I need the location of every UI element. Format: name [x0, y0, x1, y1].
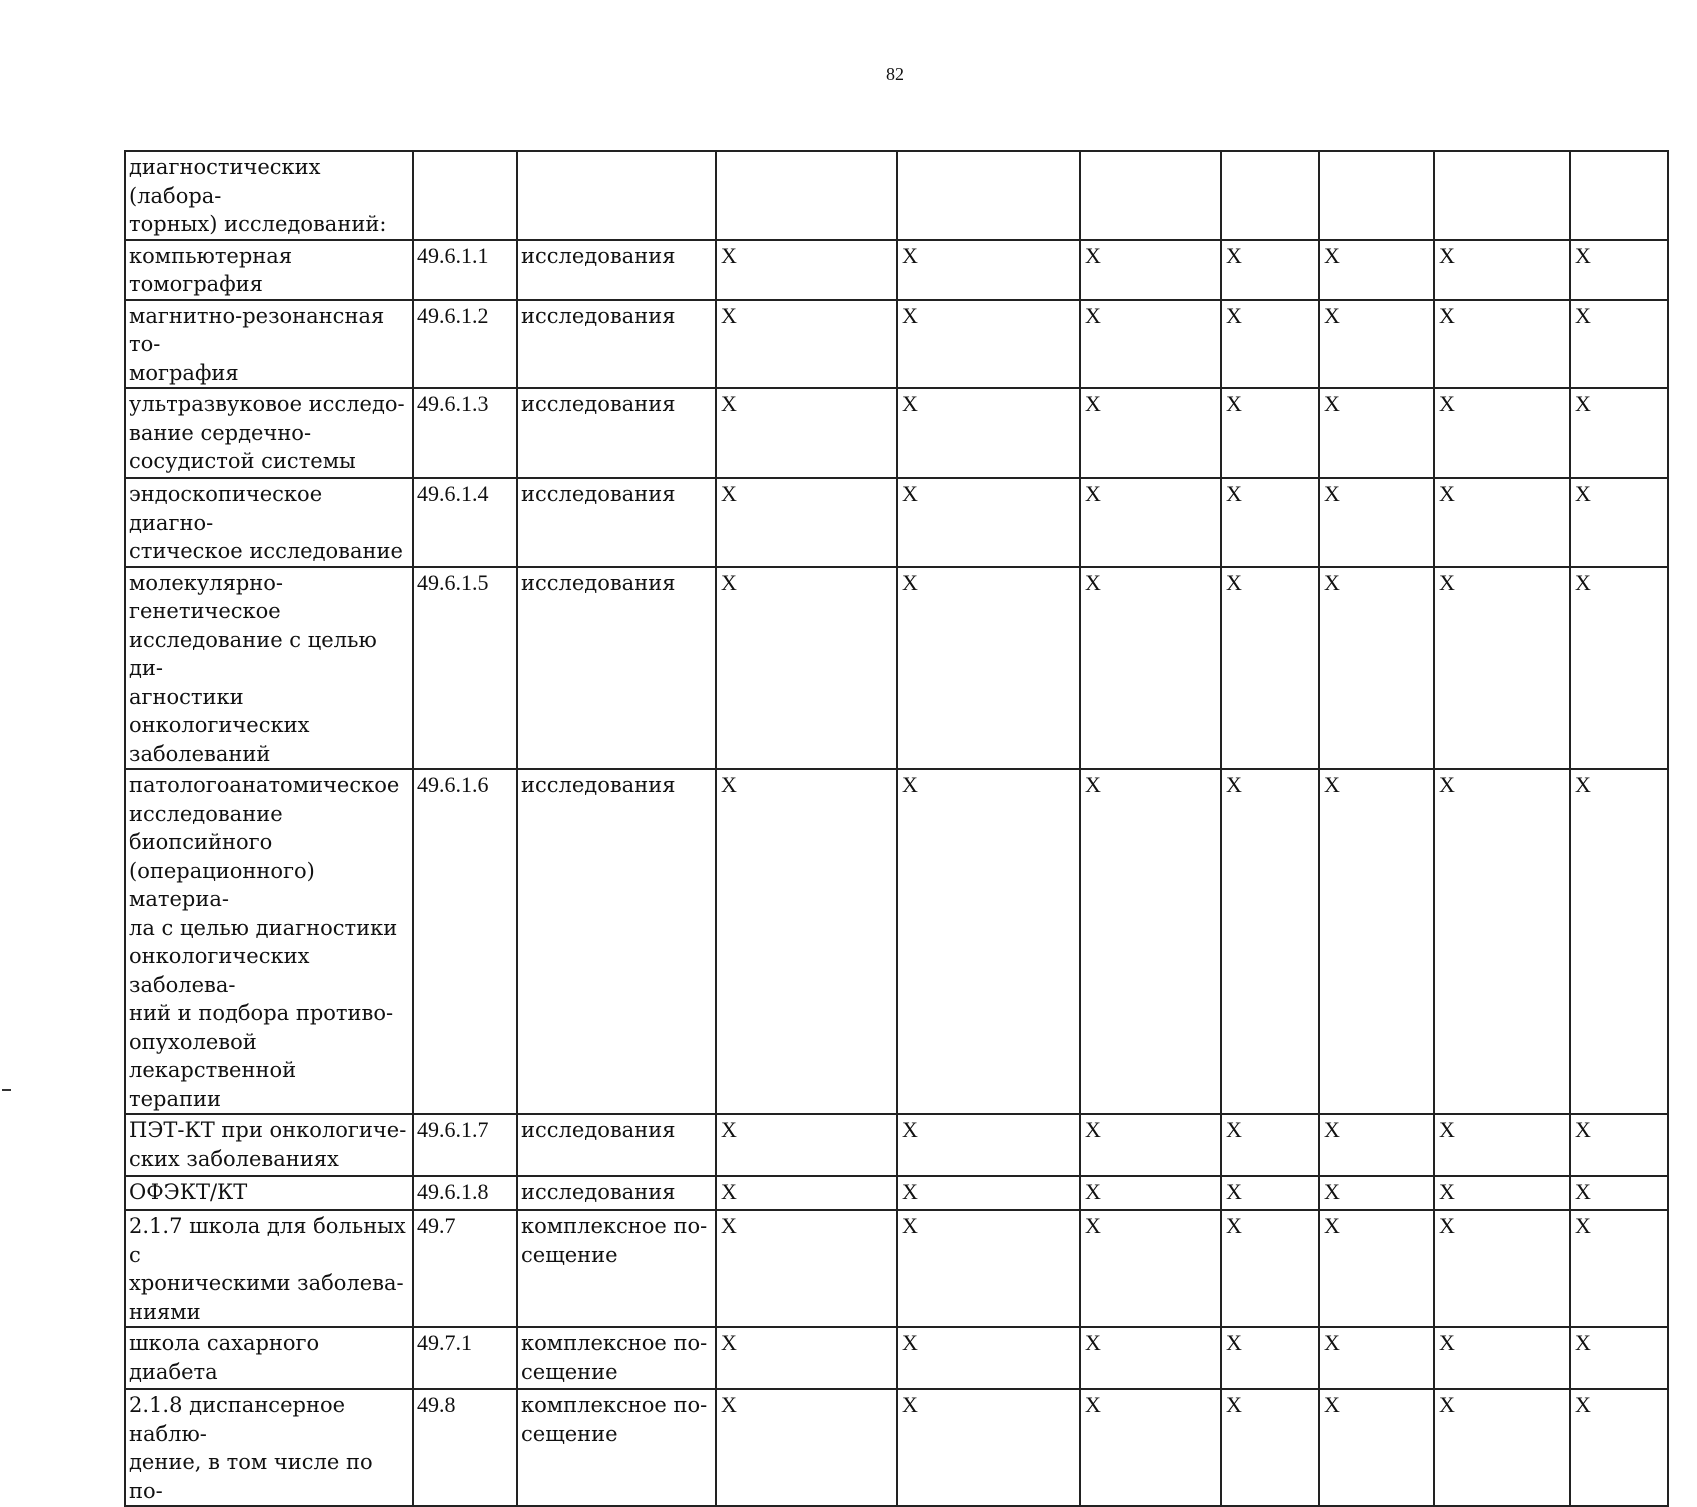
unit-cell-text: комплексное по- сещение — [521, 1214, 708, 1267]
mark-cell-text: X — [721, 772, 737, 797]
mark-cell-text: X — [1226, 1392, 1242, 1417]
service-code-cell — [413, 769, 517, 1114]
mark-cell — [1434, 1176, 1570, 1210]
mark-cell — [1434, 1327, 1570, 1389]
mark-cell-text: X — [1575, 569, 1591, 595]
unit-cell-text: исследования — [521, 1118, 676, 1142]
mark-cell-text: X — [1575, 302, 1591, 328]
mark-cell-text: X — [902, 1330, 918, 1355]
table-row — [125, 1327, 1668, 1389]
service-name-cell — [125, 567, 413, 770]
mark-cell — [1434, 567, 1570, 770]
service-name-cell — [125, 1114, 413, 1176]
mark-cell-text: X — [1085, 1179, 1101, 1204]
mark-cell-text: X — [721, 302, 737, 328]
service-name-cell — [125, 769, 413, 1114]
mark-cell-text: X — [1439, 391, 1455, 416]
table-row — [125, 388, 1668, 478]
mark-cell — [1080, 1327, 1221, 1389]
mark-cell-text: X — [1324, 302, 1340, 328]
mark-cell — [1080, 151, 1221, 240]
mark-cell-text: X — [1575, 1392, 1591, 1417]
mark-cell — [1570, 1176, 1668, 1210]
mark-cell-text: X — [1085, 481, 1101, 506]
mark-cell-text: X — [1085, 391, 1101, 416]
service-name-cell — [125, 1389, 413, 1506]
unit-cell — [517, 388, 716, 478]
service-name-cell-text: ПЭТ-КТ при онкологиче- ских заболеваниях — [129, 1118, 407, 1171]
mark-cell — [1319, 478, 1434, 567]
mark-cell-text: X — [1439, 1213, 1455, 1238]
mark-cell — [897, 1210, 1080, 1327]
mark-cell-text: X — [1575, 242, 1591, 268]
unit-cell-text: исследования — [521, 303, 676, 328]
mark-cell — [897, 1176, 1080, 1210]
table-row — [125, 1176, 1668, 1210]
mark-cell — [1080, 1114, 1221, 1176]
service-name-cell — [125, 1210, 413, 1327]
mark-cell — [1570, 769, 1668, 1114]
table-row — [125, 478, 1668, 567]
mark-cell-text: X — [1575, 1213, 1591, 1238]
mark-cell-text: X — [1439, 1392, 1455, 1417]
mark-cell-text: X — [1575, 772, 1591, 797]
mark-cell-text: X — [1324, 1117, 1340, 1142]
mark-cell-text: X — [721, 1392, 737, 1417]
mark-cell-text: X — [721, 1213, 737, 1238]
mark-cell — [1434, 478, 1570, 567]
mark-cell — [716, 1176, 897, 1210]
mark-cell-text: X — [1439, 242, 1455, 268]
mark-cell — [1080, 300, 1221, 389]
mark-cell — [716, 240, 897, 300]
mark-cell — [1570, 1210, 1668, 1327]
mark-cell-text: X — [1324, 1392, 1340, 1417]
mark-cell-text: X — [902, 1213, 918, 1238]
service-code-cell-text: 49.7 — [417, 1213, 456, 1238]
mark-cell-text: X — [1324, 1330, 1340, 1355]
unit-cell-text: исследования — [521, 243, 676, 268]
service-code-cell — [413, 388, 517, 478]
service-name-cell-text: школа сахарного диабета — [129, 1331, 320, 1384]
mark-cell-text: X — [1085, 772, 1101, 797]
mark-cell — [897, 240, 1080, 300]
unit-cell — [517, 1176, 716, 1210]
mark-cell — [897, 1389, 1080, 1506]
mark-cell — [897, 769, 1080, 1114]
service-name-cell — [125, 300, 413, 389]
mark-cell-text: X — [1226, 1117, 1242, 1142]
mark-cell-text: X — [1226, 1213, 1242, 1238]
mark-cell — [1319, 240, 1434, 300]
mark-cell — [1080, 240, 1221, 300]
table-row — [125, 1114, 1668, 1176]
table-row — [125, 151, 1668, 240]
mark-cell-text: X — [1085, 302, 1101, 328]
mark-cell-text: X — [721, 1179, 737, 1204]
mark-cell-text: X — [1226, 391, 1242, 416]
mark-cell — [1319, 300, 1434, 389]
table-row — [125, 1210, 1668, 1327]
mark-cell-text: X — [902, 242, 918, 268]
service-code-cell-text: 49.6.1.2 — [417, 302, 489, 328]
unit-cell — [517, 1210, 716, 1327]
mark-cell-text: X — [1439, 569, 1455, 595]
mark-cell-text: X — [1324, 1213, 1340, 1238]
mark-cell — [1319, 1114, 1434, 1176]
mark-cell-text: X — [721, 481, 737, 506]
mark-cell-text: X — [1575, 1179, 1591, 1204]
table-row — [125, 1389, 1668, 1506]
mark-cell — [1434, 1210, 1570, 1327]
service-code-cell — [413, 300, 517, 389]
mark-cell — [1221, 300, 1319, 389]
service-code-cell — [413, 567, 517, 770]
mark-cell-text: X — [1324, 569, 1340, 595]
unit-cell — [517, 567, 716, 770]
unit-cell — [517, 478, 716, 567]
mark-cell — [1570, 151, 1668, 240]
mark-cell — [1319, 567, 1434, 770]
mark-cell — [1221, 388, 1319, 478]
mark-cell-text: X — [1324, 391, 1340, 416]
mark-cell-text: X — [902, 1117, 918, 1142]
table-row — [125, 567, 1668, 770]
service-code-cell-text: 49.6.1.4 — [417, 481, 489, 506]
mark-cell — [1434, 240, 1570, 300]
mark-cell — [1434, 151, 1570, 240]
unit-cell — [517, 1327, 716, 1389]
mark-cell — [1319, 1389, 1434, 1506]
mark-cell — [1221, 567, 1319, 770]
unit-cell-text: исследования — [521, 482, 676, 506]
mark-cell — [1080, 478, 1221, 567]
mark-cell-text: X — [721, 1117, 737, 1142]
mark-cell — [1080, 769, 1221, 1114]
mark-cell — [897, 151, 1080, 240]
mark-cell — [1434, 1114, 1570, 1176]
mark-cell-text: X — [1085, 1117, 1101, 1142]
service-name-cell — [125, 478, 413, 567]
mark-cell — [716, 300, 897, 389]
service-name-cell-text: молекулярно-генетическое исследование с целью ди- агностики онкологических заболеваний — [129, 570, 377, 766]
mark-cell-text: X — [902, 1179, 918, 1204]
mark-cell — [897, 1327, 1080, 1389]
mark-cell — [1570, 300, 1668, 389]
mark-cell-text: X — [1085, 569, 1101, 595]
unit-cell-text: комплексное по- сещение — [521, 1393, 708, 1446]
mark-cell — [716, 1114, 897, 1176]
mark-cell-text: X — [1226, 242, 1242, 268]
mark-cell-text: X — [1226, 1330, 1242, 1355]
service-code-cell-text: 49.6.1.5 — [417, 569, 489, 595]
mark-cell — [716, 388, 897, 478]
table-body — [125, 151, 1668, 1506]
mark-cell — [1319, 769, 1434, 1114]
mark-cell — [1221, 1176, 1319, 1210]
mark-cell-text: X — [902, 391, 918, 416]
mark-cell — [1319, 1327, 1434, 1389]
mark-cell-text: X — [1439, 1117, 1455, 1142]
service-code-cell-text: 49.6.1.6 — [417, 772, 489, 797]
mark-cell — [716, 1389, 897, 1506]
mark-cell — [1570, 240, 1668, 300]
unit-cell — [517, 769, 716, 1114]
mark-cell-text: X — [721, 569, 737, 595]
unit-cell-text: исследования — [521, 570, 676, 595]
mark-cell-text: X — [1575, 1117, 1591, 1142]
table-row — [125, 769, 1668, 1114]
mark-cell-text: X — [1085, 1392, 1101, 1417]
mark-cell — [897, 567, 1080, 770]
service-code-cell — [413, 1176, 517, 1210]
mark-cell — [897, 388, 1080, 478]
page-number: 82 — [886, 64, 904, 84]
unit-cell-text: исследования — [521, 392, 676, 416]
mark-cell — [1080, 388, 1221, 478]
mark-cell-text: X — [902, 772, 918, 797]
mark-cell-text: X — [1324, 481, 1340, 506]
mark-cell — [1221, 151, 1319, 240]
mark-cell-text: X — [1226, 302, 1242, 328]
table-row — [125, 300, 1668, 389]
mark-cell — [716, 1327, 897, 1389]
service-name-cell-text: 2.1.8 диспансерное наблю- дение, в том числе по по- — [129, 1393, 373, 1503]
mark-cell — [1570, 478, 1668, 567]
mark-cell — [1221, 769, 1319, 1114]
mark-cell — [1221, 1210, 1319, 1327]
mark-cell — [1221, 1389, 1319, 1506]
unit-cell — [517, 1114, 716, 1176]
mark-cell-text: X — [1226, 569, 1242, 595]
service-code-cell — [413, 151, 517, 240]
mark-cell-text: X — [1226, 1179, 1242, 1204]
mark-cell — [1434, 300, 1570, 389]
mark-cell — [897, 1114, 1080, 1176]
mark-cell-text: X — [1575, 1330, 1591, 1355]
service-code-cell-text: 49.6.1.7 — [417, 1117, 489, 1142]
mark-cell — [1319, 1176, 1434, 1210]
unit-cell-text: комплексное по- сещение — [521, 1331, 708, 1384]
mark-cell — [716, 151, 897, 240]
mark-cell-text: X — [1324, 772, 1340, 797]
mark-cell — [1080, 1210, 1221, 1327]
mark-cell — [716, 1210, 897, 1327]
service-name-cell — [125, 388, 413, 478]
mark-cell — [716, 478, 897, 567]
mark-cell-text: X — [1439, 1330, 1455, 1355]
mark-cell-text: X — [902, 302, 918, 328]
mark-cell — [1080, 567, 1221, 770]
service-name-cell-text: диагностических (лабора- торных) исследований: — [129, 155, 387, 236]
mark-cell-text: X — [721, 242, 737, 268]
service-code-cell-text: 49.8 — [417, 1392, 456, 1417]
mark-cell — [1319, 151, 1434, 240]
service-name-cell — [125, 1176, 413, 1210]
mark-cell — [1434, 769, 1570, 1114]
service-code-cell-text: 49.6.1.1 — [417, 242, 489, 268]
unit-cell — [517, 151, 716, 240]
mark-cell — [897, 300, 1080, 389]
service-code-cell — [413, 240, 517, 300]
mark-cell — [1221, 240, 1319, 300]
mark-cell — [1221, 478, 1319, 567]
mark-cell-text: X — [1085, 242, 1101, 268]
mark-cell — [1221, 1114, 1319, 1176]
service-name-cell — [125, 151, 413, 240]
service-code-cell-text: 49.6.1.8 — [417, 1179, 489, 1204]
unit-cell-text: исследования — [521, 1180, 676, 1204]
mark-cell — [1570, 567, 1668, 770]
service-name-cell-text: эндоскопическое диагно- стическое исследование — [129, 482, 403, 563]
service-code-cell — [413, 1389, 517, 1506]
mark-cell — [716, 769, 897, 1114]
service-name-cell-text: магнитно-резонансная то- мография — [129, 303, 385, 385]
mark-cell-text: X — [1085, 1213, 1101, 1238]
unit-cell-text: исследования — [521, 773, 676, 797]
service-code-cell-text: 49.6.1.3 — [417, 391, 489, 416]
mark-cell-text: X — [1575, 391, 1591, 416]
services-table — [124, 150, 1669, 1507]
service-name-cell — [125, 240, 413, 300]
mark-cell-text: X — [902, 1392, 918, 1417]
service-name-cell-text: патологоанатомическое исследование биопсийного (операционного) материа- ла с целью диагностики онкологических заболева- ний и подбора противо- опухолевой лекарственной терапии — [129, 773, 400, 1111]
service-name-cell — [125, 1327, 413, 1389]
margin-mark — [2, 1089, 11, 1091]
service-code-cell-text: 49.7.1 — [417, 1330, 472, 1355]
mark-cell — [1570, 1327, 1668, 1389]
table-row — [125, 240, 1668, 300]
unit-cell — [517, 300, 716, 389]
mark-cell-text: X — [1324, 242, 1340, 268]
mark-cell-text: X — [1575, 481, 1591, 506]
service-code-cell — [413, 478, 517, 567]
mark-cell-text: X — [1439, 772, 1455, 797]
mark-cell — [1319, 388, 1434, 478]
service-name-cell-text: компьютерная томография — [129, 243, 293, 296]
mark-cell — [1221, 1327, 1319, 1389]
mark-cell — [1570, 1114, 1668, 1176]
mark-cell-text: X — [721, 391, 737, 416]
mark-cell-text: X — [1226, 772, 1242, 797]
mark-cell-text: X — [1324, 1179, 1340, 1204]
mark-cell — [1434, 388, 1570, 478]
service-name-cell-text: 2.1.7 школа для больных с хроническими заболева- ниями — [129, 1214, 406, 1324]
service-name-cell-text: ультразвуковое исследо- вание сердечно- сосудистой системы — [129, 392, 405, 473]
mark-cell-text: X — [1226, 481, 1242, 506]
mark-cell — [897, 478, 1080, 567]
mark-cell — [716, 567, 897, 770]
mark-cell — [1080, 1176, 1221, 1210]
mark-cell-text: X — [1439, 302, 1455, 328]
mark-cell — [1080, 1389, 1221, 1506]
mark-cell — [1319, 1210, 1434, 1327]
mark-cell — [1570, 388, 1668, 478]
unit-cell — [517, 1389, 716, 1506]
service-code-cell — [413, 1210, 517, 1327]
mark-cell — [1434, 1389, 1570, 1506]
mark-cell-text: X — [721, 1330, 737, 1355]
mark-cell-text: X — [1439, 481, 1455, 506]
service-code-cell — [413, 1327, 517, 1389]
mark-cell — [1570, 1389, 1668, 1506]
mark-cell-text: X — [1439, 1179, 1455, 1204]
mark-cell-text: X — [902, 569, 918, 595]
mark-cell-text: X — [1085, 1330, 1101, 1355]
mark-cell-text: X — [902, 481, 918, 506]
service-code-cell — [413, 1114, 517, 1176]
service-name-cell-text: ОФЭКТ/КТ — [129, 1180, 248, 1204]
unit-cell — [517, 240, 716, 300]
